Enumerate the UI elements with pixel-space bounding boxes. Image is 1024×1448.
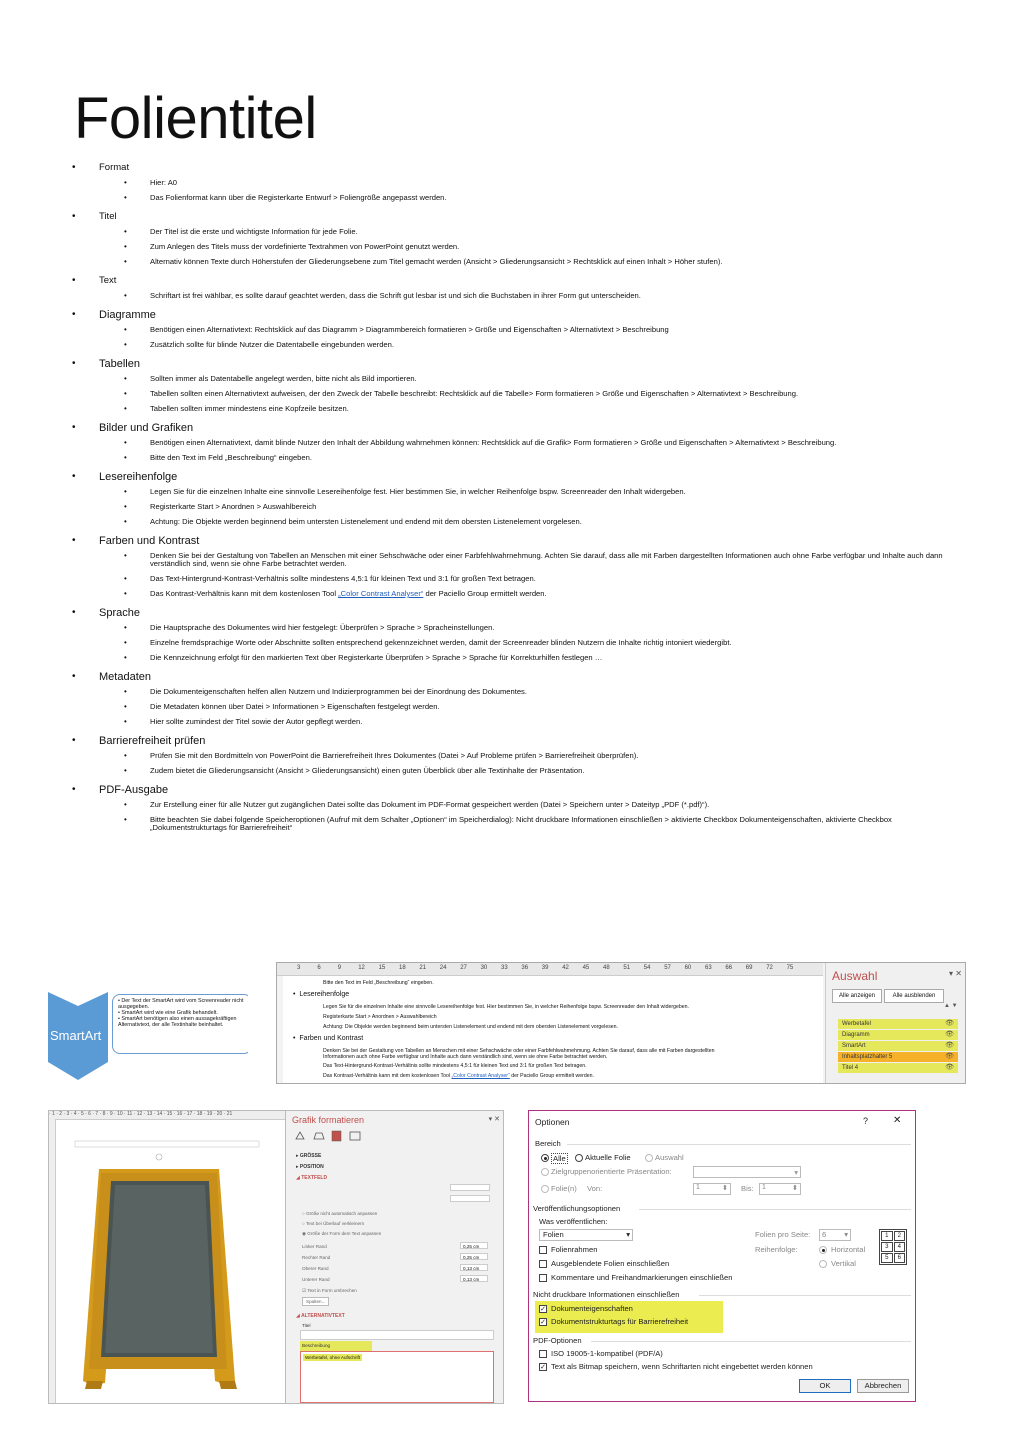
options-dialog — [528, 1110, 916, 1402]
ruler-tick-label: 72 — [766, 965, 773, 971]
hidden-slides-label: Ausgeblendete Folien einschließen — [551, 1259, 670, 1268]
smartart-bullet: • Der Text der SmartArt wird vom Screenreader nicht ausgegeben. — [118, 998, 246, 1010]
margin-label: Linker Rand — [302, 1244, 327, 1249]
document-properties-label: Dokumenteigenschaften — [551, 1304, 633, 1313]
section-heading: • Sprache — [72, 605, 952, 621]
selection-item-label: Titel 4 — [842, 1065, 859, 1071]
section-heading: • Metadaten — [72, 669, 952, 685]
iso-checkbox[interactable] — [539, 1350, 547, 1358]
layout-cell: 5 — [881, 1253, 893, 1263]
ruler-tick-label: 42 — [562, 965, 569, 971]
bullet-item: • Zur Erstellung einer für alle Nutzer gut zugänglichen Datei sollte das Dokument im PDF-Format gespeichert werden (Datei > Speichern unter > Dateityp „PDF (*.pdf)“). — [72, 801, 952, 809]
bullet-item: • Die Metadaten können über Datei > Informationen > Eigenschaften festgelegt werden. — [72, 703, 952, 711]
margin-input[interactable]: 0,25 cm — [460, 1253, 488, 1260]
position-section[interactable]: ▸ POSITION — [296, 1164, 324, 1170]
range-group-label: Bereich — [535, 1139, 561, 1148]
outline-list — [72, 160, 952, 839]
comments-checkbox[interactable] — [539, 1274, 547, 1282]
vertical-label: Vertikal — [831, 1259, 856, 1268]
outline-section — [72, 160, 952, 202]
ruler-tick-label: 57 — [664, 965, 671, 971]
smartart-example — [48, 992, 248, 1080]
ruler-tick-label: 45 — [582, 965, 590, 971]
section-heading: • Farben und Kontrast — [72, 533, 952, 549]
ruler-tick-label: 63 — [705, 965, 712, 971]
section-heading: • Format — [72, 160, 952, 176]
format-tabs-icon[interactable] — [294, 1129, 364, 1143]
ruler-tick-label: 12 — [358, 965, 365, 971]
text-direction-select[interactable] — [450, 1195, 490, 1202]
section-heading: • Titel — [72, 209, 952, 225]
doc-line: Achtung: Die Objekte werden beginnend beim untersten Listenelement und endend mit dem obersten Listenelement vorgelesen. — [323, 1024, 619, 1030]
layout-cell: 6 — [894, 1253, 906, 1263]
selection-item[interactable] — [838, 1041, 958, 1052]
horizontal-radio[interactable] — [819, 1246, 827, 1254]
bullet-item: • Zusätzlich sollte für blinde Nutzer die Datentabelle eingebunden werden. — [72, 341, 952, 349]
bullet-item: • Bitte den Text im Feld „Beschreibung“ eingeben. — [72, 454, 952, 462]
order-label: Reihenfolge: — [755, 1245, 798, 1254]
ruler-tick-label: 54 — [643, 965, 651, 971]
custom-show-radio[interactable] — [541, 1168, 549, 1176]
bullet-item: • Tabellen sollten immer mindestens eine Kopfzeile besitzen. — [72, 405, 952, 413]
publish-what-label: Was veröffentlichen: — [539, 1217, 608, 1226]
custom-show-label: Zielgruppenorientierte Präsentation: — [551, 1167, 672, 1176]
divider — [567, 1144, 911, 1145]
format-picture-pane — [285, 1111, 504, 1404]
divider — [639, 1209, 911, 1210]
structure-tags-label: Dokumentstrukturtags für Barrierefreiheit — [551, 1317, 689, 1326]
text-span: der Paciello Group ermittelt werden. — [423, 589, 547, 598]
selection-item[interactable] — [838, 1019, 958, 1030]
outline-section — [72, 209, 952, 266]
close-icon[interactable]: ✕ — [893, 1115, 902, 1126]
to-label: Bis: — [741, 1184, 754, 1193]
bullet-item: • Legen Sie für die einzelnen Inhalte eine sinnvolle Lesereihenfolge fest. Hier bestimmen Sie, in welcher Reihenfolge bspw. Screenreader den Inhalt widergeben. — [72, 488, 952, 496]
bullet-item: • Schriftart ist frei wählbar, es sollte darauf geachtet werden, dass die Schrift gut lesbar ist und sich die Buchstaben in ihrer Form gut unterscheiden. — [72, 292, 952, 300]
dialog-title: Optionen — [535, 1117, 570, 1127]
ruler-tick-label: 30 — [480, 965, 488, 971]
outline-section — [72, 733, 952, 775]
selection-item[interactable] — [838, 1030, 958, 1041]
smartart-text-box — [112, 994, 248, 1054]
bullet-item: • Einzelne fremdsprachige Worte oder Abschnitte sollten entsprechend gekennzeichnet werden, damit der Screenreader blinden Nutzern die Inhalte richtig intoniert wiedergibt. — [72, 639, 952, 647]
alt-text-section[interactable]: ◢ ALTERNATIVTEXT — [296, 1313, 345, 1319]
publish-what-select[interactable]: Folien ▾ — [539, 1229, 633, 1241]
from-label: Von: — [587, 1184, 603, 1193]
textfield-section[interactable]: ◢ TEXTFELD — [296, 1175, 328, 1181]
layout-cell: 4 — [894, 1242, 906, 1252]
selection-item[interactable] — [838, 1052, 958, 1063]
format-picture-screenshot — [48, 1110, 504, 1404]
margin-label: Oberer Rand — [302, 1266, 329, 1271]
bullet-item: • Hier sollte zumindest der Titel sowie der Autor gepflegt werden. — [72, 718, 952, 726]
eye-icon[interactable]: 👁 — [945, 1031, 954, 1038]
doc-line: Legen Sie für die einzelnen Inhalte eine sinnvolle Lesereihenfolge fest. Hier bestimmen Sie, in welcher Reihenfolge bspw. Screenreader den Inhalt widergeben. — [323, 1004, 689, 1010]
section-heading: • Tabellen — [72, 356, 952, 372]
bullet-item: • Denken Sie bei der Gestaltung von Tabellen an Menschen mit einer Sehschwäche oder einer Farbfehlwahrnehmung. Achten Sie darauf, dass alle mit Farben dargestellten Informationen auch ohne Farbe verfügbar und Inhalte auch dann verständlich sind, wenn sie ohne Farbe betrachtet werden. — [72, 552, 952, 568]
wrap-text-checkbox[interactable]: ☑ Text in Form umbrechen — [302, 1288, 357, 1293]
ruler-tick-label: 6 — [317, 965, 321, 971]
smartart-bullet: • SmartArt wird wie eine Grafik behandelt. — [118, 1010, 246, 1016]
outline-section — [72, 605, 952, 662]
ruler-tick-label: 15 — [378, 965, 386, 971]
margin-label: Unterer Rand — [302, 1277, 330, 1282]
layout-cell: 3 — [881, 1242, 893, 1252]
ruler-tick-label: 69 — [745, 965, 753, 971]
bullet-item: • Die Hauptsprache des Dokumentes wird hier festgelegt: Überprüfen > Sprache > Spracheinstellungen. — [72, 624, 952, 632]
outline-section — [72, 669, 952, 726]
bullet-item: • Hier: A0 — [72, 179, 952, 187]
custom-show-select[interactable]: ▾ — [693, 1166, 801, 1178]
selection-label: Auswahl — [655, 1153, 684, 1162]
doc-heading: • Lesereihenfolge — [293, 991, 350, 998]
horizontal-label: Horizontal — [831, 1245, 866, 1254]
autofit-option[interactable]: ○ Text bei Überlauf verkleinern — [302, 1221, 365, 1226]
layout-cell: 1 — [881, 1231, 893, 1241]
columns-button[interactable]: Spalten... — [302, 1297, 329, 1306]
bitmap-checkbox[interactable]: ✓ — [540, 1364, 546, 1371]
bullet-item: • Benötigen einen Alternativtext, damit blinde Nutzer den Inhalt der Abbildung wahrnehmen können: Rechtsklick auf die Grafik> Form formatieren > Größe und Eigenschaften > Alternativtext > Beschreibung. — [72, 439, 952, 447]
margin-input[interactable]: 0,13 cm — [460, 1264, 488, 1271]
section-heading: • PDF-Ausgabe — [72, 782, 952, 798]
eye-icon[interactable]: 👁 — [945, 1020, 954, 1027]
layout-cell: 2 — [894, 1231, 906, 1241]
doc-line: Das Kontrast-Verhältnis kann mit dem kostenlosen Tool „Color Contrast Analyser“ der Paciello Group ermittelt werden. — [323, 1073, 594, 1079]
to-input[interactable]: 1 ⬍ — [759, 1183, 801, 1195]
ruler-tick-label: 27 — [460, 965, 467, 971]
selection-item-label: Diagramm — [842, 1032, 870, 1038]
doc-line: Registerkarte Start > Anordnen > Auswahlbereich — [323, 1014, 437, 1020]
hidden-slides-checkbox[interactable] — [539, 1260, 547, 1268]
from-input[interactable]: 1 ⬍ — [693, 1183, 731, 1195]
bullet-item — [72, 590, 952, 598]
bullet-item: • Alternativ können Texte durch Höherstufen der Gliederungsebene zum Titel gemacht werden (Ansicht > Gliederungsansicht > Rechtsklick auf einen Inhalt > Höher stufen). — [72, 258, 952, 266]
chalkboard-image — [59, 1131, 279, 1401]
bullet-item: • Sollten immer als Datentabelle angelegt werden, bitte nicht als Bild importieren. — [72, 375, 952, 383]
bullet-item: • Die Kennzeichnung erfolgt für den markierten Text über Registerkarte Überprüfen > Sprache > Sprache für Korrekturhilfen festlegen … — [72, 654, 952, 662]
all-radio[interactable] — [541, 1154, 549, 1162]
non-printing-label: Nicht druckbare Informationen einschließen — [533, 1290, 680, 1299]
selection-radio[interactable] — [645, 1154, 653, 1162]
selection-item-label: Inhaltsplatzhalter 5 — [842, 1054, 893, 1060]
autofit-option[interactable]: ○ Größe nicht automatisch anpassen — [302, 1211, 378, 1216]
ruler-tick-label: 24 — [439, 965, 447, 971]
bullet-item: • Der Titel ist die erste und wichtigste Information für jede Folie. — [72, 228, 952, 236]
bullet-item: • Achtung: Die Objekte werden beginnend beim untersten Listenelement und endend mit dem obersten Listenelement vorgelesen. — [72, 518, 952, 526]
selection-pane-screenshot — [276, 962, 966, 1084]
margin-input[interactable]: 0,13 cm — [460, 1275, 488, 1282]
slides-per-page-label: Folien pro Seite: — [755, 1230, 811, 1239]
vertical-radio[interactable] — [819, 1260, 827, 1268]
section-heading: • Bilder und Grafiken — [72, 420, 952, 436]
reorder-arrows-icon[interactable]: ▲ ▼ — [944, 1003, 958, 1009]
publish-options-label: Veröffentlichungsoptionen — [533, 1204, 621, 1213]
page-layout-preview — [879, 1229, 907, 1265]
slides-radio[interactable] — [541, 1185, 549, 1193]
alt-description-label: Beschreibung — [302, 1343, 331, 1348]
document-properties-checkbox[interactable]: ✓ — [540, 1306, 546, 1313]
page-title: Folientitel — [74, 86, 317, 151]
section-heading: • Text — [72, 273, 952, 289]
section-heading: • Lesereihenfolge — [72, 469, 952, 485]
current-slide-label: Aktuelle Folie — [585, 1153, 631, 1162]
eye-icon[interactable]: 👁 — [945, 1042, 954, 1049]
margin-label: Rechter Rand — [302, 1255, 331, 1260]
doc-line: Denken Sie bei der Gestaltung von Tabellen an Menschen mit einer Sehschwäche oder einer Farbfehlwahrnehmung. Achten Sie darauf, dass alle mit Farben dargestellten — [323, 1048, 715, 1054]
selection-item-label: SmartArt — [842, 1043, 866, 1049]
outline-section — [72, 469, 952, 526]
selection-item-label: Werbetafel — [842, 1021, 871, 1027]
pdf-options-label: PDF-Optionen — [533, 1336, 582, 1345]
selection-list — [838, 1019, 958, 1073]
selection-pane — [825, 963, 966, 1084]
doc-line: Das Text-Hintergrund-Kontrast-Verhältnis sollte mindestens 4,5:1 für kleinen Text und 3:1 für großen Text betragen. — [323, 1063, 587, 1069]
pane-title: Auswahl — [832, 969, 878, 983]
ruler-tick-label: 39 — [541, 965, 549, 971]
vertical-alignment-select[interactable] — [450, 1184, 490, 1191]
alt-description-input[interactable] — [300, 1351, 494, 1403]
outline-section — [72, 356, 952, 413]
document-preview — [283, 976, 823, 1084]
comments-label: Kommentare und Freihandmarkierungen einschließen — [551, 1273, 733, 1282]
close-icon[interactable]: ▾ ✕ — [949, 969, 962, 978]
help-icon[interactable]: ? — [863, 1116, 869, 1126]
eye-icon[interactable]: 👁 — [945, 1053, 954, 1060]
cancel-button[interactable]: Abbrechen — [857, 1379, 909, 1393]
color-contrast-analyser-link[interactable]: „Color Contrast Analyser“ — [338, 589, 424, 598]
ruler-tick-label: 66 — [725, 965, 733, 971]
ruler-tick-label: 60 — [684, 965, 692, 971]
divider — [591, 1341, 911, 1342]
eye-icon[interactable]: 👁 — [945, 1064, 954, 1071]
doc-heading: • Farben und Kontrast — [293, 1035, 364, 1042]
ruler-tick-label: 75 — [786, 965, 794, 971]
vertical-ruler — [49, 1119, 56, 1404]
doc-line: Bitte den Text im Feld „Beschreibung“ eingeben. — [323, 980, 434, 986]
outline-section — [72, 533, 952, 598]
margin-input[interactable]: 0,25 cm — [460, 1242, 488, 1249]
pane-title: Grafik formatieren — [292, 1115, 365, 1125]
alt-title-label: Titel — [302, 1323, 311, 1328]
smartart-bullet: • SmartArt benötigen also einen aussagekräftigen Alternativtext, der alle Textinhalte beinhaltet. — [118, 1016, 246, 1028]
outline-section — [72, 420, 952, 462]
bullet-item: • Die Dokumenteigenschaften helfen allen Nutzern und Indizierprogrammen bei der Einordnung des Dokumentes. — [72, 688, 952, 696]
bullet-item: • Zudem bietet die Gliederungsansicht (Ansicht > Gliederungsansicht) einen guten Überblick über alle Textinhalte der Präsentation. — [72, 767, 952, 775]
slides-label: Folie(n) — [551, 1184, 577, 1193]
ruler-tick-label: 48 — [603, 965, 610, 971]
structure-tags-checkbox[interactable]: ✓ — [540, 1319, 546, 1326]
outline-section — [72, 307, 952, 349]
ruler-tick-label: 21 — [419, 965, 427, 971]
frame-slides-label: Folienrahmen — [551, 1245, 598, 1254]
ruler-tick-label: 3 — [297, 965, 301, 971]
outline-section — [72, 782, 952, 832]
bullet-item: • Das Text-Hintergrund-Kontrast-Verhältnis sollte mindestens 4,5:1 für kleinen Text und 3:1 für großen Text betragen. — [72, 575, 952, 583]
bullet-item: • Bitte beachten Sie dabei folgende Speicheroptionen (Aufruf mit dem Schalter „Optionen“ im Speicherdialog): Nicht druckbare Informationen einschließen > aktivierte Checkbox Dokumenteigenschaften, aktivierte Checkbox „Dokumentstrukturtags für Barrierefreiheit“ — [72, 816, 952, 832]
bullet-item: • Das Folienformat kann über die Registerkarte Entwurf > Foliengröße angepasst werden. — [72, 194, 952, 202]
doc-line: Informationen auch ohne Farbe verfügbar und Inhalte auch dann verständlich sind, wenn sie ohne Farbe betrachtet werden. — [323, 1054, 608, 1060]
bullet-item: • Benötigen einen Alternativtext: Rechtsklick auf das Diagramm > Diagrammbereich formatieren > Größe und Eigenschaften > Alternativtext > Beschreibung — [72, 326, 952, 334]
smartart-label: SmartArt — [50, 1028, 102, 1043]
divider — [699, 1295, 911, 1296]
section-heading: • Diagramme — [72, 307, 952, 323]
outline-section — [72, 273, 952, 300]
ruler-tick-label: 9 — [337, 965, 342, 971]
hide-all-button[interactable]: Alle ausblenden — [884, 989, 944, 1003]
section-heading: • Barrierefreiheit prüfen — [72, 733, 952, 749]
ruler-tick-label: 51 — [623, 965, 631, 971]
ok-button[interactable]: OK — [799, 1379, 851, 1393]
alt-title-input[interactable] — [300, 1330, 494, 1340]
frame-slides-checkbox[interactable] — [539, 1246, 547, 1254]
autofit-option[interactable]: ◉ Größe der Form dem Text anpassen — [302, 1231, 382, 1236]
bullet-item: • Zum Anlegen des Titels muss der vordefinierte Textrahmen von PowerPoint genutzt werden. — [72, 243, 952, 251]
bullet-item: • Registerkarte Start > Anordnen > Auswahlbereich — [72, 503, 952, 511]
slides-per-page-select[interactable]: 6 ▾ — [819, 1229, 851, 1241]
horizontal-ruler: · 1 · 2 · 3 · 4 · 5 · 6 · 7 · 8 · 9 · 10 · 11 · 12 · 13 · 14 · 15 · 16 · 17 · 18 · 19 · 20 · 21 — [49, 1111, 285, 1120]
ruler-tick-label: 36 — [521, 965, 529, 971]
size-section[interactable]: ▸ GRÖSSE — [296, 1153, 322, 1159]
horizontal-ruler — [277, 963, 823, 976]
ruler-tick-label: 33 — [501, 965, 508, 971]
alt-description-value: Werbetafel, ohne Aufschrift — [305, 1355, 361, 1360]
text-span: Das Kontrast-Verhältnis kann mit dem kostenlosen Tool — [150, 589, 339, 598]
bullet-item: • Prüfen Sie mit den Bordmitteln von PowerPoint die Barrierefreiheit Ihres Dokumentes (Datei > Auf Probleme prüfen > Barrierefreiheit überprüfen). — [72, 752, 952, 760]
bullet-item: • Tabellen sollten einen Alternativtext aufweisen, der den Zweck der Tabelle beschreibt: Rechtsklick auf die Tabelle> Form formatieren > Größe und Eigenschaften > Alternativtext > Beschreibung. — [72, 390, 952, 398]
close-icon[interactable]: ▾ ✕ — [488, 1116, 500, 1123]
current-slide-radio[interactable] — [575, 1154, 583, 1162]
all-label: Alle — [553, 1154, 566, 1163]
show-all-button[interactable]: Alle anzeigen — [832, 989, 882, 1003]
bitmap-label: Text als Bitmap speichern, wenn Schriftarten nicht eingebettet werden können — [551, 1362, 813, 1371]
iso-label: ISO 19005-1-kompatibel (PDF/A) — [551, 1349, 663, 1358]
selection-item[interactable] — [838, 1063, 958, 1074]
ruler-tick-label: 18 — [399, 965, 406, 971]
